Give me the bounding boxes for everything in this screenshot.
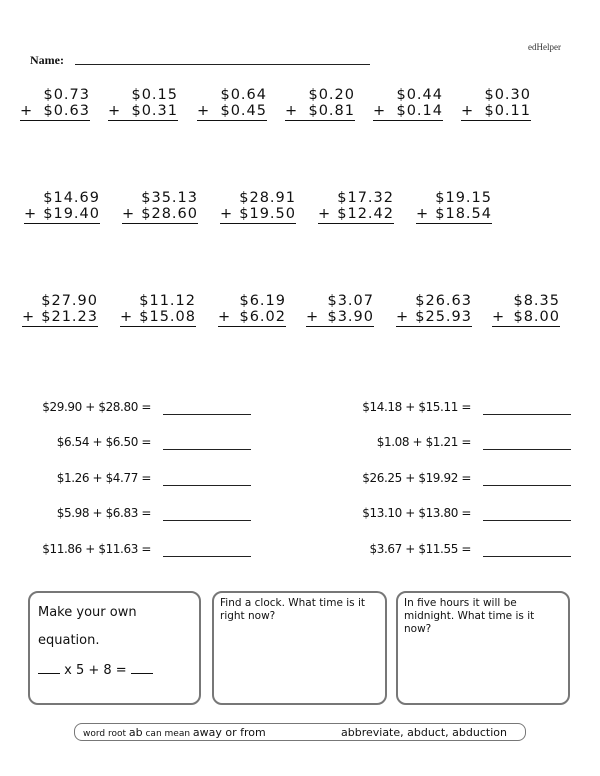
vertical-problem — [416, 190, 492, 224]
addend-top: $0.44 — [396, 87, 443, 103]
vertical-problem — [492, 293, 560, 327]
answer-line[interactable] — [483, 520, 571, 521]
word-root-banner — [74, 723, 526, 741]
problem-expression: $5.98 + $6.83 = — [56, 506, 151, 520]
plus-sign: + — [492, 309, 506, 325]
horizontal-problem — [21, 504, 251, 524]
plus-sign: + — [22, 309, 36, 325]
plus-sign: + — [120, 309, 134, 325]
addend-top: $0.73 — [43, 87, 90, 103]
answer-line[interactable] — [163, 449, 251, 450]
blank-line[interactable] — [131, 673, 153, 674]
vertical-problem — [20, 87, 90, 121]
vertical-problem — [220, 190, 296, 224]
problem-expression: $26.25 + $19.92 = — [362, 471, 471, 485]
horizontal-problem — [21, 433, 251, 453]
addend-bottom: + $6.02 — [218, 309, 286, 325]
answer-line[interactable] — [163, 414, 251, 415]
problem-expression: $13.10 + $13.80 = — [362, 506, 471, 520]
vertical-problem — [218, 293, 286, 327]
addend-bottom: + $19.40 — [24, 206, 100, 222]
own-equation-template: x 5 + 8 = — [38, 663, 153, 678]
vertical-problem — [24, 190, 100, 224]
plus-sign: + — [197, 103, 211, 119]
own-equation-box[interactable] — [28, 591, 201, 705]
addend-bottom: + $28.60 — [122, 206, 198, 222]
plus-sign: + — [24, 206, 38, 222]
addend-top: $8.35 — [513, 293, 560, 309]
addend-bottom: + $19.50 — [220, 206, 296, 222]
plus-sign: + — [306, 309, 320, 325]
addend-top: $0.15 — [131, 87, 178, 103]
clock-question: Find a clock. What time is it right now? — [220, 597, 366, 622]
problem-expression: $14.18 + $15.11 = — [362, 400, 471, 414]
addend-top: $26.63 — [415, 293, 472, 309]
addend-bottom: + $21.23 — [22, 309, 98, 325]
vertical-problem — [306, 293, 374, 327]
vertical-problem — [120, 293, 196, 327]
horizontal-problem — [341, 540, 571, 560]
problem-expression: $11.86 + $11.63 = — [42, 542, 151, 556]
horizontal-problem — [21, 398, 251, 418]
brand-label: edHelper — [528, 42, 561, 52]
plus-sign: + — [20, 103, 34, 119]
addend-bottom: + $3.90 — [306, 309, 374, 325]
plus-sign: + — [220, 206, 234, 222]
addend-top: $3.07 — [327, 293, 374, 309]
horizontal-problem — [21, 540, 251, 560]
name-answer-line[interactable] — [75, 64, 370, 65]
vertical-problem — [22, 293, 98, 327]
problem-expression: $1.08 + $1.21 = — [376, 435, 471, 449]
addend-bottom: + $25.93 — [396, 309, 472, 325]
addend-bottom: + $0.45 — [197, 103, 267, 119]
vertical-problem — [197, 87, 267, 121]
plus-sign: + — [461, 103, 475, 119]
plus-sign: + — [416, 206, 430, 222]
addend-top: $19.15 — [435, 190, 492, 206]
vertical-problem — [122, 190, 198, 224]
addend-top: $11.12 — [139, 293, 196, 309]
clock-question-box[interactable] — [212, 591, 387, 705]
horizontal-problem — [21, 469, 251, 489]
plus-sign: + — [218, 309, 232, 325]
plus-sign: + — [396, 309, 410, 325]
own-equation-line2: equation. — [38, 633, 100, 648]
horizontal-problem — [341, 433, 571, 453]
horizontal-problem — [341, 504, 571, 524]
addend-top: $0.30 — [484, 87, 531, 103]
problem-expression: $1.26 + $4.77 = — [56, 471, 151, 485]
addend-top: $17.32 — [337, 190, 394, 206]
word-root-meaning: away — [192, 726, 222, 739]
answer-line[interactable] — [483, 556, 571, 557]
plus-sign: + — [285, 103, 299, 119]
plus-sign: + — [373, 103, 387, 119]
vertical-problem — [108, 87, 178, 121]
addend-bottom: + $8.00 — [492, 309, 560, 325]
vertical-problem — [373, 87, 443, 121]
midnight-question: In five hours it will be midnight. What time is it now? — [404, 597, 535, 635]
horizontal-problem — [341, 398, 571, 418]
addend-top: $0.20 — [308, 87, 355, 103]
answer-line[interactable] — [163, 556, 251, 557]
vertical-problem — [396, 293, 472, 327]
midnight-question-box[interactable] — [396, 591, 570, 705]
addend-bottom: + $0.63 — [20, 103, 90, 119]
problem-expression: $29.90 + $28.80 = — [42, 400, 151, 414]
addend-bottom: + $0.31 — [108, 103, 178, 119]
answer-line[interactable] — [483, 449, 571, 450]
plus-sign: + — [318, 206, 332, 222]
addend-top: $6.19 — [239, 293, 286, 309]
word-root-definition: word root ab can mean away or from — [83, 726, 266, 739]
plus-sign: + — [122, 206, 136, 222]
blank-line[interactable] — [38, 673, 60, 674]
addend-bottom: + $0.81 — [285, 103, 355, 119]
addend-top: $35.13 — [141, 190, 198, 206]
vertical-problem — [461, 87, 531, 121]
addend-bottom: + $0.14 — [373, 103, 443, 119]
plus-sign: + — [108, 103, 122, 119]
answer-line[interactable] — [163, 520, 251, 521]
addend-top: $28.91 — [239, 190, 296, 206]
vertical-problem — [285, 87, 355, 121]
addend-bottom: + $0.11 — [461, 103, 531, 119]
word-root: ab — [128, 726, 143, 739]
horizontal-problem — [341, 469, 571, 489]
addend-top: $27.90 — [41, 293, 98, 309]
addend-top: $0.64 — [220, 87, 267, 103]
word-root-examples: abbreviate, abduct, abduction — [341, 726, 507, 739]
addend-bottom: + $12.42 — [318, 206, 394, 222]
addend-top: $14.69 — [43, 190, 100, 206]
own-equation-line1: Make your own — [38, 605, 137, 620]
name-label: Name: — [30, 53, 64, 67]
problem-expression: $6.54 + $6.50 = — [56, 435, 151, 449]
vertical-problem — [318, 190, 394, 224]
addend-bottom: + $18.54 — [416, 206, 492, 222]
answer-line[interactable] — [483, 414, 571, 415]
addend-bottom: + $15.08 — [120, 309, 196, 325]
answer-line[interactable] — [483, 485, 571, 486]
problem-expression: $3.67 + $11.55 = — [369, 542, 471, 556]
answer-line[interactable] — [163, 485, 251, 486]
